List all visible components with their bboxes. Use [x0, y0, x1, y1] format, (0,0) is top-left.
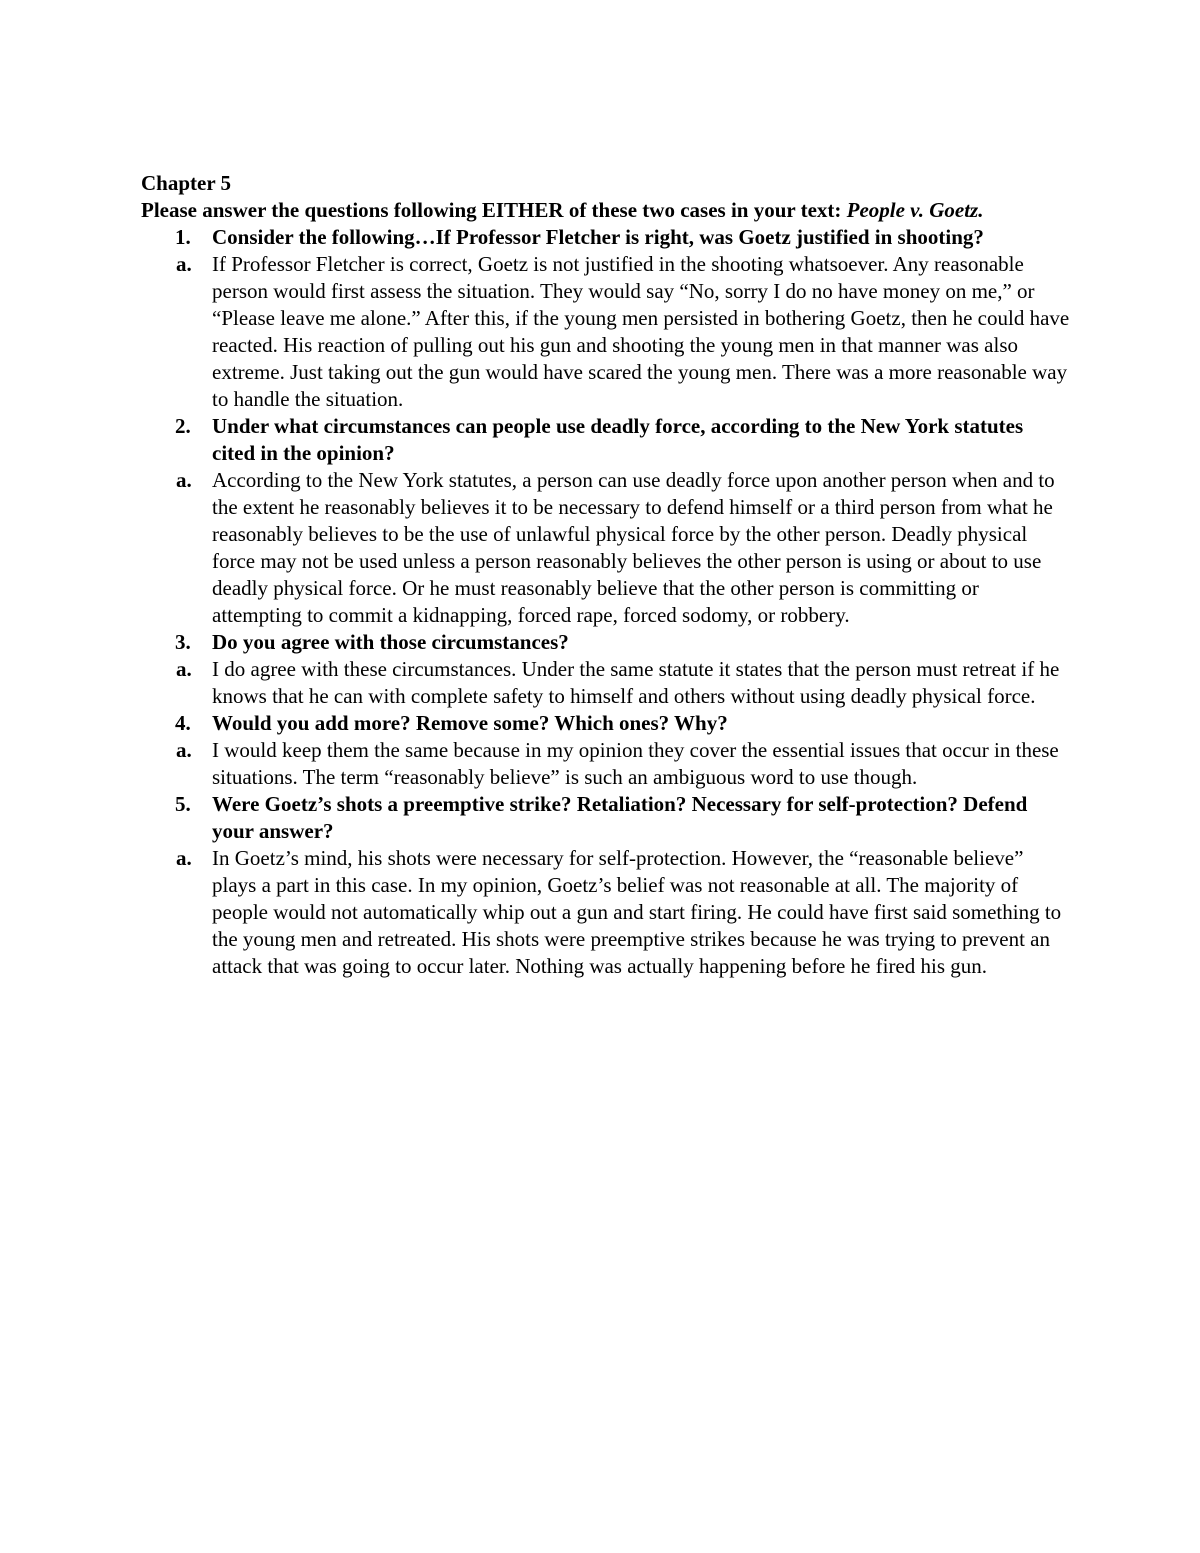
question-text: Under what circumstances can people use deadly force, according to the New York statutes cited in the opinion? [212, 414, 1024, 465]
question-item [141, 791, 1071, 980]
question-item [141, 224, 1071, 413]
question-number: 3. [175, 630, 191, 654]
document-body [141, 170, 1071, 980]
answer-label: a. [176, 468, 192, 492]
answer-label: a. [176, 252, 192, 276]
question-text: Consider the following…If Professor Fletcher is right, was Goetz justified in shooting? [212, 225, 984, 249]
question-number: 1. [175, 225, 191, 249]
question [141, 710, 1071, 737]
answer-text: According to the New York statutes, a person can use deadly force upon another person when and to the extent he reasonably believes it to be necessary to defend himself or a third person from what he reasonably believes to be the use of unlawful physical force by the other person. Deadly physical force may not be used unless a person reasonably believes the other person is using or about to use deadly physical force. Or he must reasonably believe that the other person is committing or attempting to commit a kidnapping, forced rape, forced sodomy, or robbery. [212, 468, 1055, 627]
question [141, 629, 1071, 656]
question-item [141, 413, 1071, 629]
question-text: Do you agree with those circumstances? [212, 630, 569, 654]
question-list [141, 224, 1071, 980]
question-number: 5. [175, 792, 191, 816]
answer-label: a. [176, 657, 192, 681]
chapter-title: Chapter 5 [141, 171, 232, 195]
question-item [141, 629, 1071, 710]
intro-text: Please answer the questions following EITHER of these two cases in your text: [141, 198, 847, 222]
answer [141, 251, 1071, 413]
case-name: People v. Goetz. [846, 198, 984, 222]
intro-paragraph [141, 197, 1071, 224]
answer [141, 467, 1071, 629]
question-item [141, 710, 1071, 791]
question-number: 4. [175, 711, 191, 735]
question-text: Would you add more? Remove some? Which ones? Why? [212, 711, 728, 735]
answer [141, 737, 1071, 791]
answer-text: I would keep them the same because in my opinion they cover the essential issues that occur in these situations. The term “reasonably believe” is such an ambiguous word to use though. [212, 738, 1059, 789]
answer-text: If Professor Fletcher is correct, Goetz is not justified in the shooting whatsoever. Any reasonable person would first assess the situation. They would say “No, sorry I do no have money on me,” or “Please leave me alone.” After this, if the young men persisted in bothering Goetz, then he could have reacted. His reaction of pulling out his gun and shooting the young men in that manner was also extreme. Just taking out the gun would have scared the young men. There was a more reasonable way to handle the situation. [212, 252, 1070, 411]
question-text: Were Goetz’s shots a preemptive strike? Retaliation? Necessary for self-protection? Defend your answer? [212, 792, 1028, 843]
answer [141, 845, 1071, 980]
question [141, 791, 1071, 845]
question [141, 224, 1071, 251]
answer-text: In Goetz’s mind, his shots were necessary for self-protection. However, the “reasonable believe” plays a part in this case. In my opinion, Goetz’s belief was not reasonable at all. The majority of people would not automatically whip out a gun and start firing. He could have first said something to the young men and retreated. His shots were preemptive strikes because he was trying to prevent an attack that was going to occur later. Nothing was actually happening before he fired his gun. [212, 846, 1062, 978]
answer [141, 656, 1071, 710]
answer-text: I do agree with these circumstances. Under the same statute it states that the person must retreat if he knows that he can with complete safety to himself and others without using deadly physical force. [212, 657, 1060, 708]
answer-label: a. [176, 738, 192, 762]
answer-label: a. [176, 846, 192, 870]
question-number: 2. [175, 414, 191, 438]
question [141, 413, 1071, 467]
